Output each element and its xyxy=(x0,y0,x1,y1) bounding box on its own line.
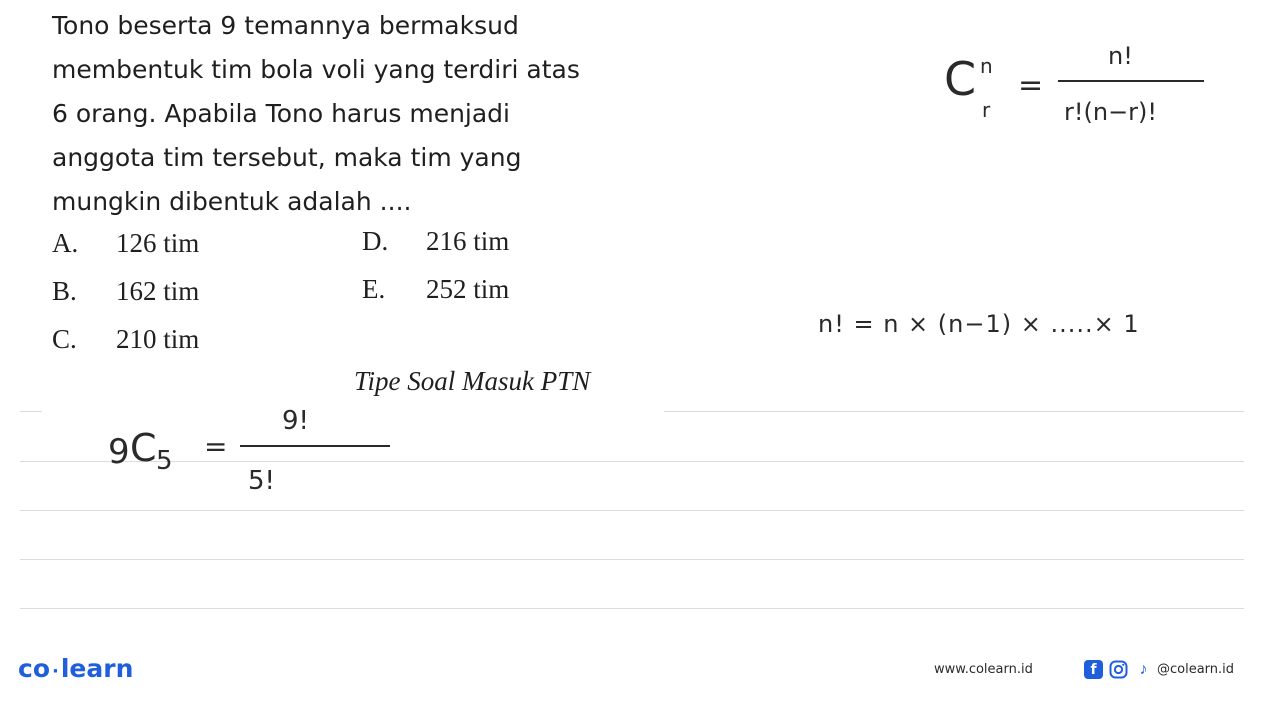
question-text xyxy=(52,4,632,224)
question-line: anggota tim tersebut, maka tim yang xyxy=(52,143,522,172)
formula-n-superscript: n xyxy=(980,54,993,78)
option-letter: A. xyxy=(52,228,79,258)
option-letter: E. xyxy=(362,274,386,304)
work-numerator: 9! xyxy=(282,406,309,436)
option-letter: C. xyxy=(52,324,77,354)
logo-dot: · xyxy=(52,661,59,682)
option-letter: B. xyxy=(52,276,77,306)
work-prefix: 9 xyxy=(108,432,130,472)
option-d[interactable] xyxy=(362,226,509,257)
tiktok-icon[interactable]: ♪ xyxy=(1139,660,1148,678)
question-type-caption: Tipe Soal Masuk PTN xyxy=(354,366,591,396)
work-subscript: 5 xyxy=(156,446,173,476)
ruled-line xyxy=(664,411,1244,412)
social-links xyxy=(1084,660,1234,679)
option-text: 252 tim xyxy=(426,274,510,304)
factorial-definition: n! = n × (n−1) × .....× 1 xyxy=(818,310,1140,338)
logo-co: co xyxy=(18,654,50,683)
work-denominator: 5! xyxy=(248,466,275,496)
option-letter: D. xyxy=(362,226,389,256)
ruled-line xyxy=(20,411,42,412)
formula-fraction-bar xyxy=(1058,80,1204,82)
formula-c-letter: C xyxy=(944,52,977,106)
website-link[interactable]: www.colearn.id xyxy=(934,662,1033,677)
formula-numerator: n! xyxy=(1108,42,1133,70)
ruled-line xyxy=(20,559,1244,560)
question-line: mungkin dibentuk adalah .... xyxy=(52,187,412,216)
formula-equals: = xyxy=(1018,68,1044,103)
instagram-icon[interactable] xyxy=(1109,660,1128,679)
option-c[interactable] xyxy=(52,324,199,355)
facebook-icon[interactable]: f xyxy=(1084,660,1103,679)
social-handle[interactable]: @colearn.id xyxy=(1157,662,1235,677)
option-text: 210 tim xyxy=(116,324,200,354)
work-c-letter: C xyxy=(130,426,157,470)
work-equals: = xyxy=(204,430,228,463)
colearn-logo[interactable] xyxy=(18,654,133,683)
option-b[interactable] xyxy=(52,276,199,307)
option-e[interactable] xyxy=(362,274,509,305)
option-text: 162 tim xyxy=(116,276,200,306)
option-text: 126 tim xyxy=(116,228,200,258)
question-line: membentuk tim bola voli yang terdiri atas xyxy=(52,55,580,84)
formula-denominator: r!(n−r)! xyxy=(1064,98,1158,126)
formula-r-subscript: r xyxy=(982,98,991,122)
option-a[interactable] xyxy=(52,228,199,259)
option-text: 216 tim xyxy=(426,226,510,256)
question-line: 6 orang. Apabila Tono harus menjadi xyxy=(52,99,510,128)
ruled-line xyxy=(20,510,1244,511)
work-fraction-bar xyxy=(240,445,390,447)
question-line: Tono beserta 9 temannya bermaksud xyxy=(52,11,519,40)
logo-learn: learn xyxy=(60,654,134,683)
ruled-line xyxy=(20,608,1244,609)
